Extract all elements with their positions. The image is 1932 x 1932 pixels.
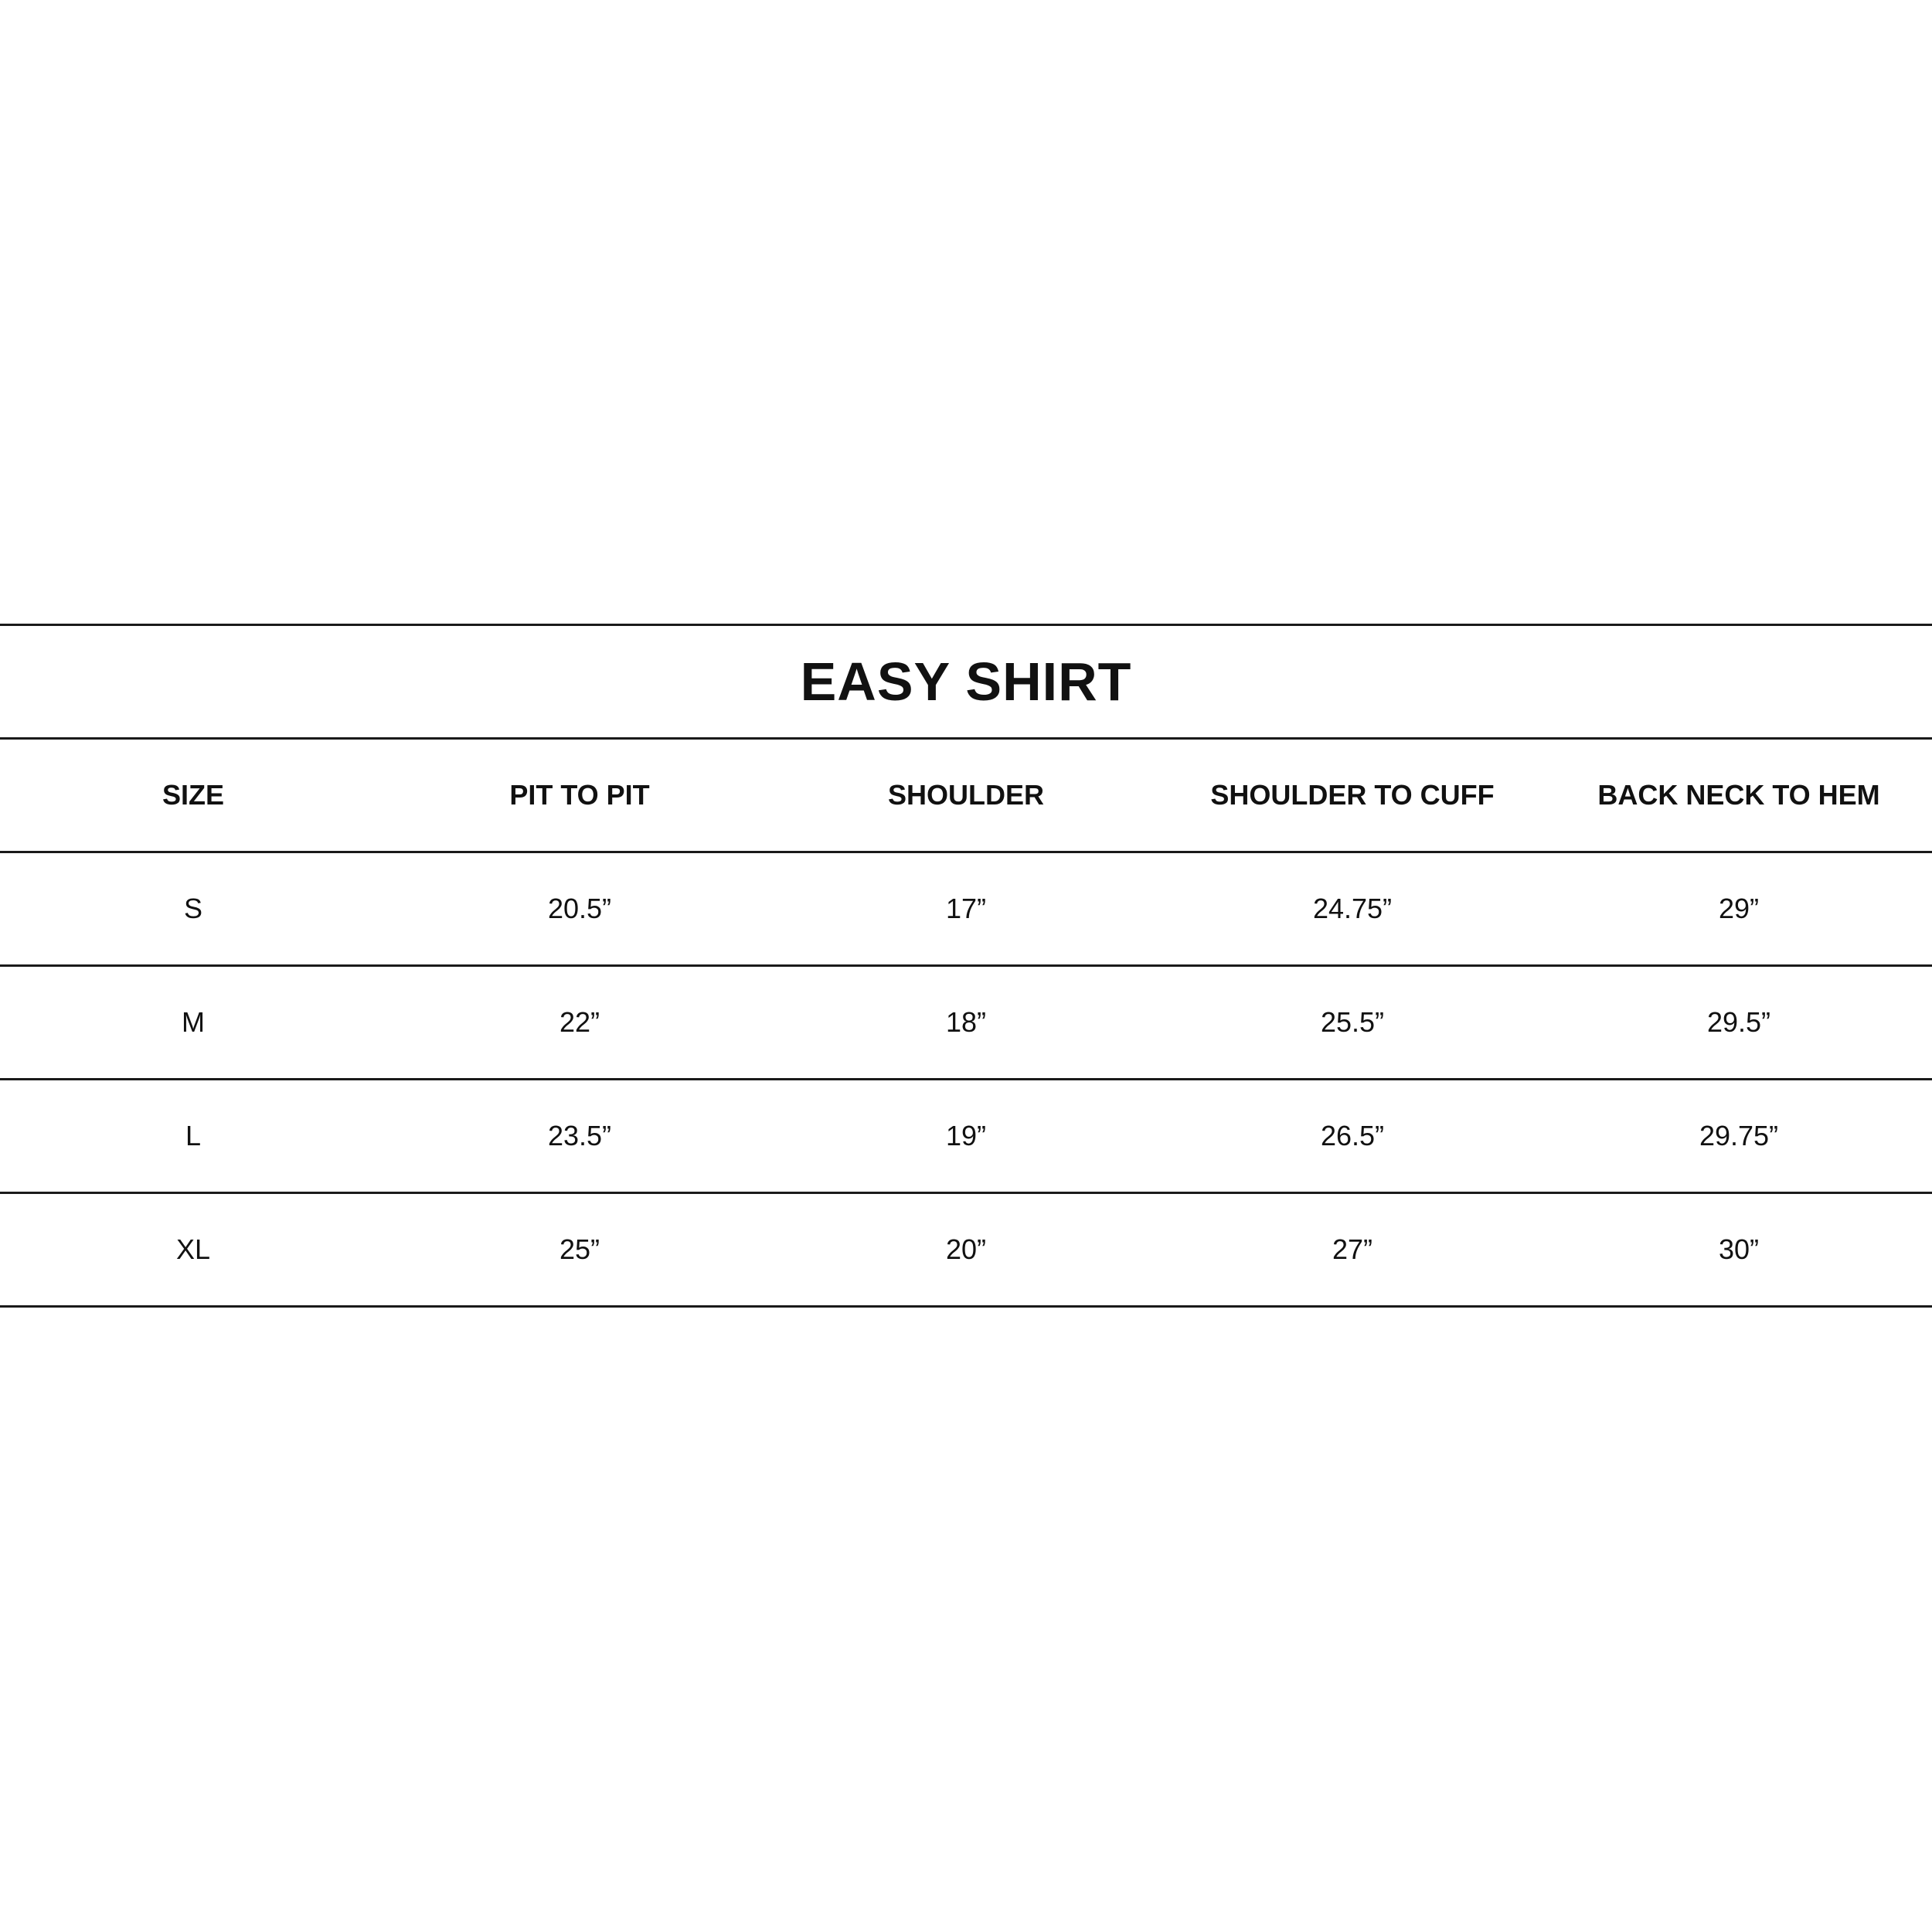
cell-shoulder-to-cuff: 24.75”: [1312, 893, 1393, 924]
cell-shoulder: 18”: [945, 1006, 987, 1038]
cell-size: S: [183, 893, 202, 924]
cell-size: XL: [175, 1233, 211, 1265]
table-row: [0, 1194, 1932, 1305]
cell-shoulder: 19”: [945, 1120, 987, 1151]
cell-back-neck-to-hem: 30”: [1718, 1233, 1760, 1265]
cell-pit-to-pit: 20.5”: [547, 893, 612, 924]
header-shoulder-to-cuff: SHOULDER TO CUFF: [1210, 779, 1495, 811]
cell-shoulder-to-cuff: 27”: [1332, 1233, 1373, 1265]
chart-title: EASY SHIRT: [800, 651, 1132, 712]
cell-back-neck-to-hem: 29”: [1718, 893, 1760, 924]
table-row: [0, 853, 1932, 964]
cell-pit-to-pit: 23.5”: [547, 1120, 612, 1151]
cell-size: M: [182, 1006, 205, 1038]
divider: [0, 1305, 1932, 1308]
table-row: [0, 967, 1932, 1078]
title-row: [0, 626, 1932, 737]
size-chart: [0, 624, 1932, 1308]
table-row: [0, 1080, 1932, 1192]
cell-shoulder-to-cuff: 25.5”: [1320, 1006, 1385, 1038]
cell-shoulder: 17”: [945, 893, 987, 924]
cell-size: L: [185, 1120, 202, 1151]
header-size: SIZE: [162, 779, 224, 811]
header-shoulder: SHOULDER: [887, 779, 1044, 811]
cell-back-neck-to-hem: 29.5”: [1706, 1006, 1771, 1038]
cell-pit-to-pit: 22”: [559, 1006, 600, 1038]
cell-shoulder: 20”: [945, 1233, 987, 1265]
header-back-neck-to-hem: BACK NECK TO HEM: [1597, 779, 1880, 811]
cell-shoulder-to-cuff: 26.5”: [1320, 1120, 1385, 1151]
header-row: [0, 740, 1932, 851]
cell-pit-to-pit: 25”: [559, 1233, 600, 1265]
cell-back-neck-to-hem: 29.75”: [1699, 1120, 1779, 1151]
header-pit-to-pit: PIT TO PIT: [509, 779, 650, 811]
